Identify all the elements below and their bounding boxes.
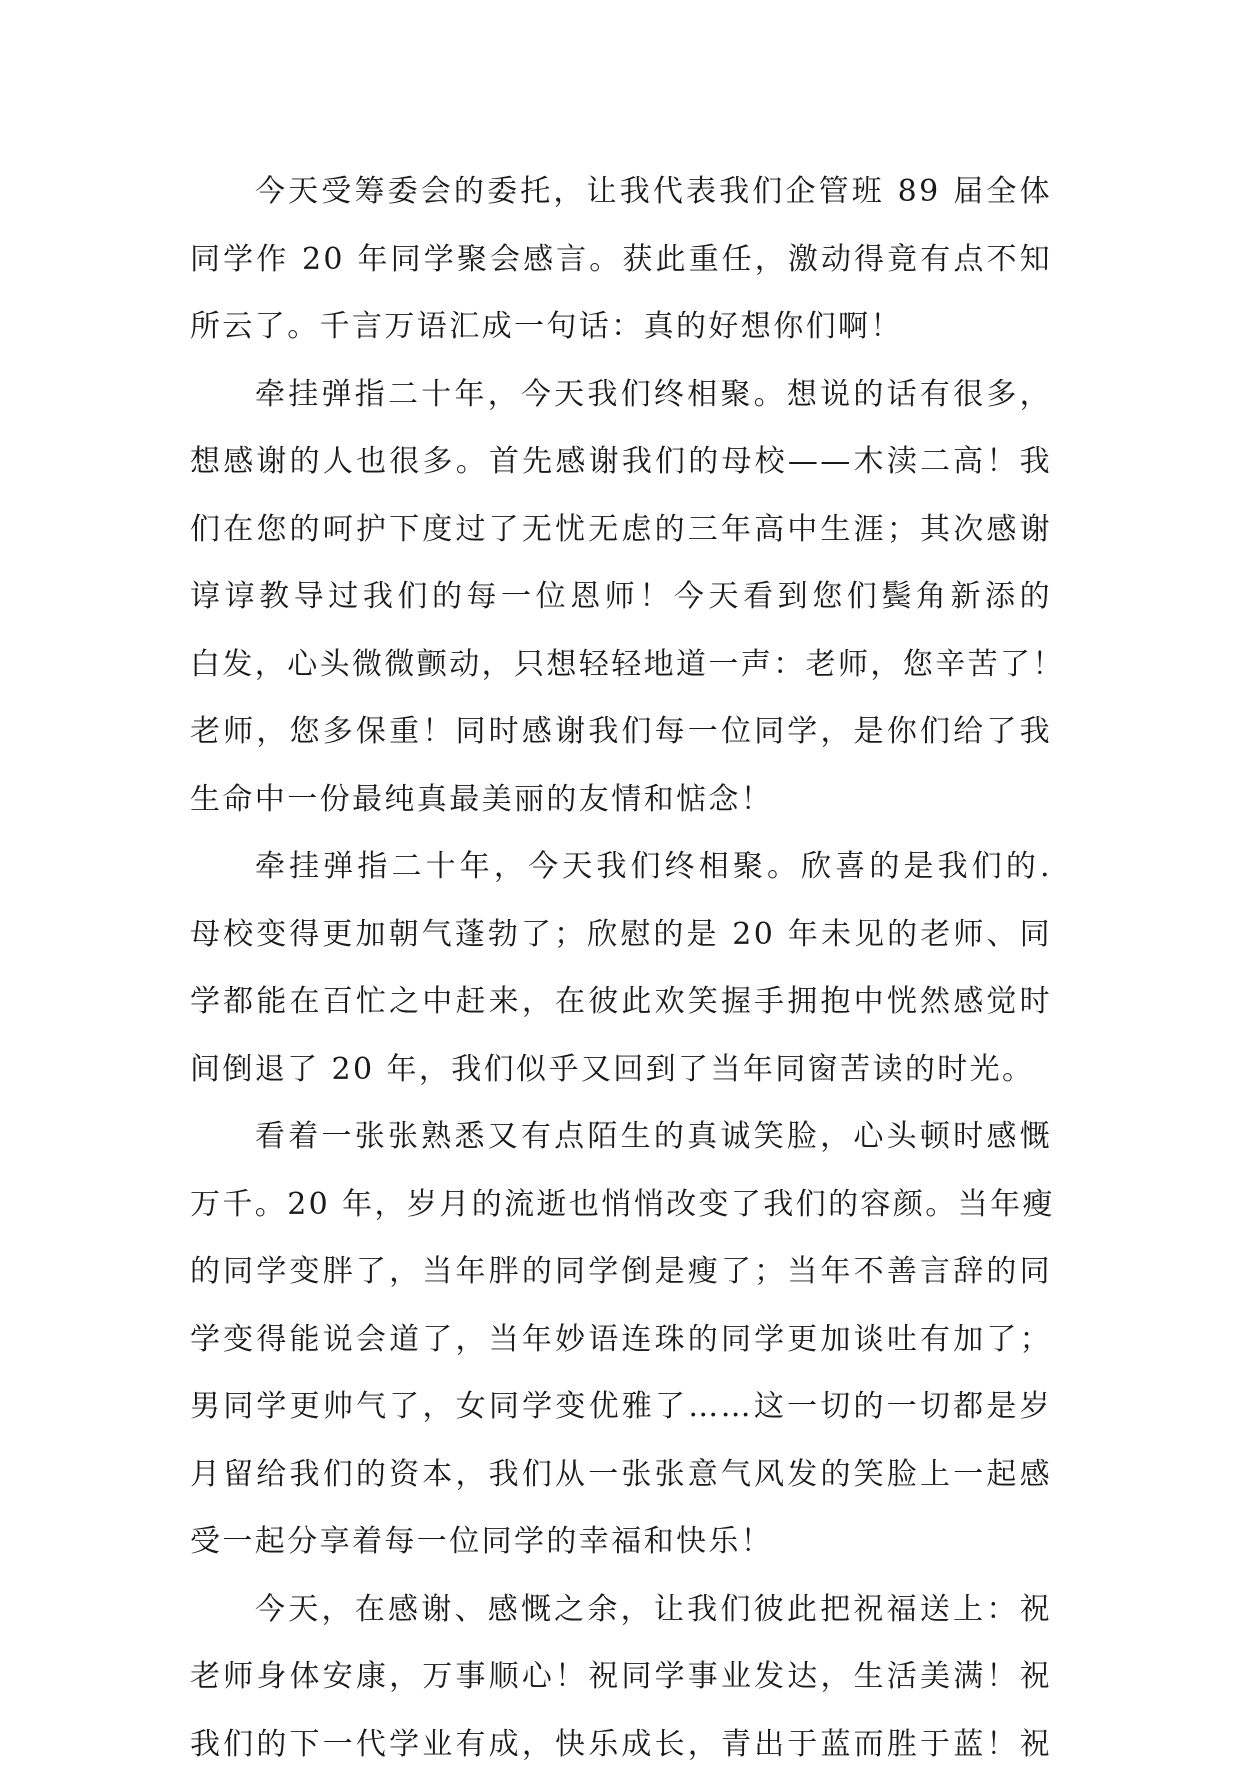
text-line: 间倒退了 20 年，我们似乎又回到了当年同窗苦读的时光。 <box>190 1036 1052 1104</box>
text-line: 牵挂弹指二十年，今天我们终相聚。欣喜的是我们的. <box>190 833 1052 901</box>
text-line: 今天，在感谢、感慨之余，让我们彼此把祝福送上：祝 <box>190 1576 1052 1644</box>
text-line: 白发，心头微微颤动，只想轻轻地道一声：老师，您辛苦了！ <box>190 631 1052 699</box>
text-line: 今天受筹委会的委托，让我代表我们企管班 89 届全体 <box>190 158 1052 226</box>
text-line: 学变得能说会道了，当年妙语连珠的同学更加谈吐有加了； <box>190 1306 1052 1374</box>
text-line: 的同学变胖了，当年胖的同学倒是瘦了；当年不善言辞的同 <box>190 1238 1052 1306</box>
text-line: 男同学更帅气了，女同学变优雅了……这一切的一切都是岁 <box>190 1373 1052 1441</box>
text-line: 老师身体安康，万事顺心！祝同学事业发达，生活美满！祝 <box>190 1643 1052 1711</box>
text-line: 同学作 20 年同学聚会感言。获此重任，激动得竟有点不知 <box>190 226 1052 294</box>
text-line: 万千。20 年，岁月的流逝也悄悄改变了我们的容颜。当年瘦 <box>190 1171 1052 1239</box>
text-line: 看着一张张熟悉又有点陌生的真诚笑脸，心头顿时感慨 <box>190 1103 1052 1171</box>
text-line: 月留给我们的资本，我们从一张张意气风发的笑脸上一起感 <box>190 1441 1052 1509</box>
text-line: 所云了。千言万语汇成一句话：真的好想你们啊！ <box>190 293 1052 361</box>
text-line: 母校变得更加朝气蓬勃了；欣慰的是 20 年未见的老师、同 <box>190 901 1052 969</box>
text-line: 学都能在百忙之中赶来，在彼此欢笑握手拥抱中恍然感觉时 <box>190 968 1052 1036</box>
text-line: 们在您的呵护下度过了无忧无虑的三年高中生涯；其次感谢 <box>190 496 1052 564</box>
text-line: 老师，您多保重！同时感谢我们每一位同学，是你们给了我 <box>190 698 1052 766</box>
text-line: 我们的下一代学业有成，快乐成长，青出于蓝而胜于蓝！祝 <box>190 1711 1052 1778</box>
text-line: 生命中一份最纯真最美丽的友情和惦念！ <box>190 766 1052 834</box>
text-line: 谆谆教导过我们的每一位恩师！今天看到您们鬓角新添的 <box>190 563 1052 631</box>
text-line: 受一起分享着每一位同学的幸福和快乐！ <box>190 1508 1052 1576</box>
text-line: 想感谢的人也很多。首先感谢我们的母校——木渎二高！我 <box>190 428 1052 496</box>
text-line: 牵挂弹指二十年，今天我们终相聚。想说的话有很多， <box>190 361 1052 429</box>
document-body <box>190 158 1052 1778</box>
